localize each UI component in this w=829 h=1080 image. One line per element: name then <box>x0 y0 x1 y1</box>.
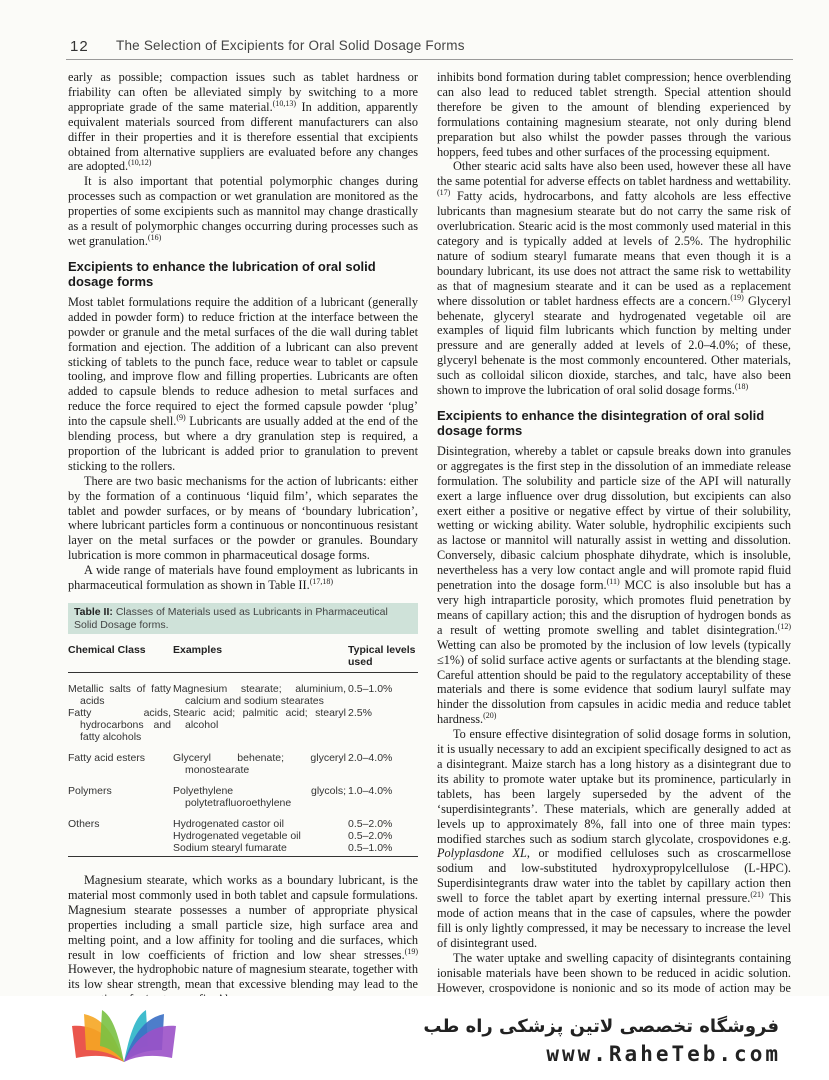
store-name: فروشگاه تخصصی لاتین پزشکی راه طب <box>423 1016 779 1037</box>
table-row: Fatty acid esters Glyceryl behenate; glyceryl monostearate 2.0–4.0% <box>68 752 393 776</box>
paragraph: There are two basic mechanisms for the action of lubricants: either by the formation of a continuous ‘liquid film’, which separates the tablet and powder surfaces, or by means of ‘boundary lubrication’, where lubricant particles form a continuous or noncontinuous resistant layer on the metal surfaces or the powder or granules. Boundary lubrication is more common in pharmaceutical dosage forms. <box>68 473 418 563</box>
paragraph: early as possible; compaction issues such as tablet hardness or friability can often be alleviated simply by switching to a more appropriate grade of the same material.$^{(10,13)}$ In addition, apparently equivalent materials sourced from different manufacturers can also differ in their properties and it is therefore essential that excipients obtained from alternative suppliers are evaluated before any changes are adopted.$^{(10,12)}$ <box>68 70 418 174</box>
paragraph: Disintegration, whereby a tablet or capsule breaks down into granules or aggregates is the first step in the dissolution of an immediate release formulation. The solubility and particle size of the API will naturally exert a large influence over drug dissolution, but excipients can also exert either a positive or negative effect by virtue of their solubility, wetting or wicking ability. Water soluble, hydrophilic excipients such as lactose or mannitol will naturally assist in wetting and dissolution. Conversely, dibasic calcium phosphate dihydrate, which is insoluble, nevertheless has a very low contact angle and will promote rapid fluid penetration into the dosage form.$^{(11)}$ MCC is also insoluble but has a very high intraparticle porosity, which promotes fluid penetration by means of capillary action; this and the disruption of hydrogen bonds as a result of wetting promote swelling and tablet disintegration.$^{(12)}$ Wetting can also be promoted by the inclusion of low levels (typically ≤1%) of solid surface active agents or surfactants at the blending stage. Careful attention should be paid to the regulatory acceptability of these materials and there is some evidence that sodium lauryl sulfate may hinder the dissolution from capsules in acidic media and reduce tablet hardness.$^{(20)}$ <box>437 443 791 727</box>
paragraph: Most tablet formulations require the addition of a lubricant (generally added in powder form) to reduce friction at the interface between the powder or granule and the metal surfaces of the die wall during tablet formation and ejection. The addition of a lubricant can also prevent sticking of tablets to the punch face, reduce wear to tablet or capsule tooling, and improve flow and filling properties. Lubricants are often added to capsule blends to reduce adhesion to metal surfaces and reduce the force required to eject the formed capsule powder ‘plug’ into the capsule shell.$^{(9)}$ Lubricants are usually added at the end of the blending process, but where a dry granulation step is required, a proportion of the lubricant is added prior to granulation to prevent sticking to the rollers. <box>68 294 418 473</box>
running-header <box>0 0 829 62</box>
table-row: Sodium stearyl fumarate 0.5–1.0% <box>68 842 418 857</box>
column-header-levels: Typical levels used <box>348 644 416 668</box>
book-logo-icon <box>64 1006 184 1070</box>
paragraph: A wide range of materials have found employment as lubricants in pharmaceutical formulation as shown in Table II.$^{(17,18)}$ <box>68 563 418 593</box>
paragraph: It is also important that potential polymorphic changes during processes such as compaction or wet granulation are monitored as the properties of some excipients such as mannitol may change drastically as a result of polymorphic changes occurring during processes such as wet granulation.$^{(16)}$ <box>68 174 418 248</box>
table-row: Hydrogenated vegetable oil 0.5–2.0% <box>173 830 393 842</box>
column-header-examples: Examples <box>173 644 223 656</box>
table-row: Metallic salts of fatty acids Magnesium stearate; aluminium, calcium and sodium stearates 0.5–1.0% <box>68 683 393 707</box>
paragraph: Magnesium stearate, which works as a boundary lubricant, is the material most commonly used in both tablet and capsule formulations. Magnesium stearate possesses a number of appropriate physical properties including a small particle size, high surface area and melting point, and a low affinity for tooling and die surfaces, which result in low coefficients of friction and low shear stresses.$^{(19)}$ However, the hydrophobic nature of magnesium stearate, together with its low shear strength, mean that excessive blending may lead to the <box>68 873 418 992</box>
table-header-row <box>68 644 418 673</box>
paragraph: The water uptake and swelling capacity of disintegrants containing ionisable materials have been shown to be reduced in acidic solution. However, crospovidone is nonionic and so its mode of action may be <box>437 950 791 995</box>
header-rule <box>66 59 793 60</box>
left-column <box>68 70 418 1007</box>
paragraph: To ensure effective disintegration of solid dosage forms in solution, it is usually necessary to add an excipient specifically designed to act as a disintegrant. Maize starch has a long history as a disintegrant due to its ability to promote water uptake but its prominence, particularly in tablets, has been largely superseded by the advent of the ‘superdisintegrants’. These materials, which are generally added at levels up to approximately 8%, fall into one of three main types: modified starches such as sodium starch glycolate, crospovidones e.g. Polyplasdone XL, or modified celluloses such as croscarmellose sodium and low-substituted hydroxypropylcellulose (L-HPC). Superdisintegrants draw water into the tablet by capillary action then swell to force the tablet apart by exerting internal pressure.$^{(21)}$ This mode of action means that in the case of capsules, where the powder fill is only lightly compressed, it may be necessary to increase the level of disintegrant used. <box>437 727 791 950</box>
watermark-banner <box>0 996 829 1080</box>
page-number: 12 <box>70 38 89 55</box>
paragraph: Other stearic acid salts have also been used, however these all have the same potential for adverse effects on tablet hardness and wettability.$^{(17)}$ Fatty acids, hydrocarbons, and fatty alcohols are less effective lubricants than magnesium stearate but do not carry the same risk of overlubrication. Stearic acid is the most commonly used material in this category and is typically added at levels of 2.5%. The hydrophilic nature of sodium stearyl fumarate means that even though it is a boundary lubricant, its use does not attract the same risk to wettability as that of magnesium stearate and it can be used as a replacement where dissolution or tablet hardness effects are a concern.$^{(19)}$ Glyceryl behenate, glyceryl stearate and hydrogenated vegetable oil are examples of liquid film lubricants which function by melting under pressure and are generally added at levels of 2.0–4.0%; of these, glyceryl behenate is the most commonly encountered. Other materials, such as colloidal silicon dioxide, starches, and talc, have also been shown to improve the lubrication of oral solid dosage forms.$^{(18)}$ <box>437 159 791 398</box>
table <box>68 644 418 857</box>
section-heading-disintegration: Excipients to enhance the disintegration of oral solid dosage forms <box>437 407 765 439</box>
store-url: www.RaheTeb.com <box>546 1042 781 1066</box>
table-row: Polymers Polyethylene glycols; polytetrafluoroethylene 1.0–4.0% <box>68 785 393 809</box>
column-header-class: Chemical Class <box>68 644 146 656</box>
table-row: Others Hydrogenated castor oil 0.5–2.0% <box>68 818 393 830</box>
paragraph: inhibits bond formation during tablet compression; hence overblending can also lead to reduced tablet strength. Special attention should therefore be given to the amount of blending experienced by formulations containing magnesium stearate, not only during blend preparation but also whilst the powder passes through the various hoppers, feed tubes and other surfaces of the processing equipment. <box>437 70 791 159</box>
table-caption: Table II: Classes of Materials used as Lubricants in Pharmaceutical Solid Dosage forms. <box>68 603 418 634</box>
section-heading-lubrication: Excipients to enhance the lubrication of oral solid dosage forms <box>68 258 376 290</box>
running-title: The Selection of Excipients for Oral Solid Dosage Forms <box>116 38 465 53</box>
right-column <box>437 70 791 1010</box>
lubricants-table <box>68 603 418 857</box>
table-row: Fatty acids, hydrocarbons and fatty alcohols Stearic acid; palmitic acid; stearyl alcohol 2.5% <box>68 707 372 743</box>
